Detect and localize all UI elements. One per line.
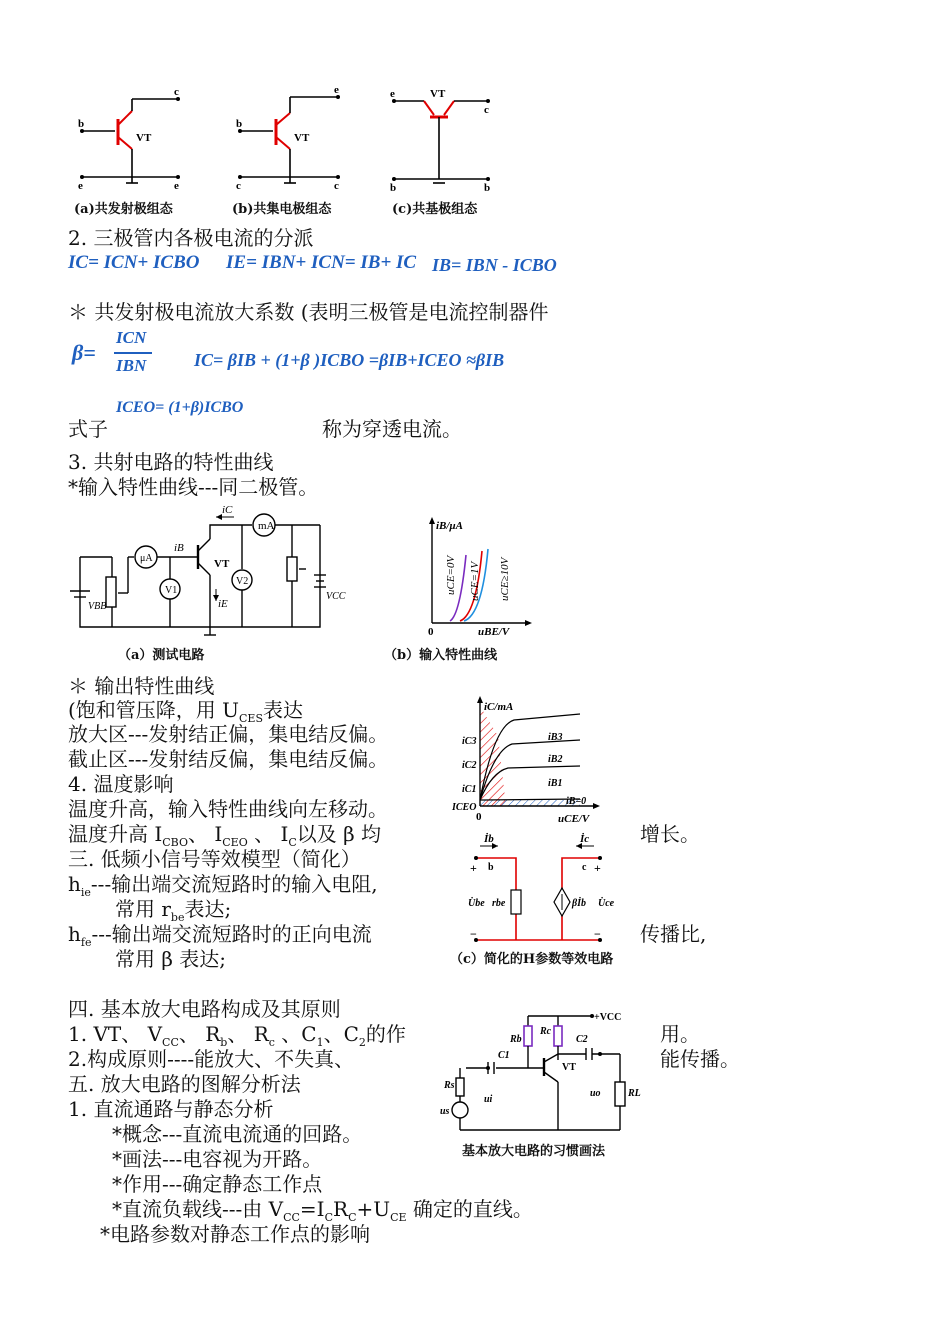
- basic-amplifier-caption: 基本放大电路的习惯画法: [462, 1144, 606, 1159]
- curve-label-0v: uCE=0V: [445, 555, 457, 595]
- section-2-heading: 2. 三极管内各极电流的分派: [68, 226, 314, 250]
- output-minus-sign: −: [594, 927, 601, 941]
- rc-label: Rc: [540, 1026, 552, 1037]
- caption-common-base: (c)共基极组态: [392, 202, 478, 217]
- vcc-terminal-label: +VCC: [594, 1012, 622, 1023]
- section-3-heading: 3. 共射电路的特性曲线: [68, 450, 274, 474]
- vt-label: VT: [294, 132, 310, 144]
- beta-definition-line: ＊ 共发射极电流放大系数 (表明三极管是电流控制器件: [68, 300, 549, 324]
- pin-c-label: c: [236, 180, 241, 192]
- section-4-heading: 4. 温度影响: [68, 772, 174, 796]
- components-line-tail: 用。: [660, 1022, 700, 1046]
- concept-line: *概念---直流电流通的回路。: [112, 1122, 363, 1146]
- hie-line: $h_{ie}---$输出端交流短路时的输入电阻,: [68, 872, 378, 899]
- hfe-line-2: 常用 β 表达;: [115, 947, 227, 971]
- temperature-line-1: 温度升高，输入特性曲线向左移动。: [68, 797, 388, 821]
- ib0-label: iB=0: [566, 796, 587, 807]
- caption-common-emitter: (a)共发射极组态: [74, 202, 173, 217]
- microammeter-label: μA: [140, 553, 153, 564]
- iceo-label: ICEO: [452, 802, 477, 813]
- beta-numerator: ICN: [116, 328, 147, 347]
- model-c-label: c: [582, 862, 587, 873]
- common-emitter-diagram: [82, 99, 178, 183]
- formula-suffix: 称为穿透电流。: [322, 417, 462, 441]
- principle-line: 2.构成原则----能放大、不失真、: [68, 1047, 355, 1071]
- hfe-line: $h_{fe}---$输出端交流短路时的正向电流: [68, 922, 372, 949]
- h-parameter-caption: （c）简化的H参数等效电路: [450, 952, 614, 967]
- milliammeter-label: mA: [258, 520, 275, 532]
- current-equation-ic: IC= ICN+ ICBO: [68, 252, 200, 273]
- basic-amplifier-circuit: [440, 1004, 650, 1142]
- output-characteristic-heading: ＊ 输出特性曲线: [68, 674, 215, 698]
- beta-denominator: IBN: [116, 356, 147, 375]
- test-circuit-caption: （a）测试电路: [118, 648, 205, 663]
- hie-line-2: 常用 $r_{be}$表达;: [115, 897, 232, 924]
- pin-e-label: e: [390, 88, 395, 100]
- cutoff-region-line: 截止区---发射结反偏，集电结反偏。: [68, 747, 389, 771]
- purpose-line: *作用---确定静态工作点: [112, 1172, 323, 1196]
- active-region-line: 放大区---发射结正偏，集电结反偏。: [68, 722, 389, 746]
- temperature-line-tail: 增长。: [640, 822, 700, 846]
- ie-label: iE: [218, 598, 228, 610]
- output-plus-sign: +: [594, 861, 601, 875]
- beta-ib-label: βİb: [572, 898, 587, 909]
- dc-path-line: 1. 直流通路与静态分析: [68, 1097, 274, 1121]
- pin-e-label: e: [334, 85, 339, 96]
- input-curve-caption: （b）输入特性曲线: [384, 648, 498, 663]
- uce-label: U̇ce: [598, 898, 615, 909]
- saturation-line: (饱和管压降，用 $U_{CES}$表达: [68, 698, 303, 725]
- ib1-label: iB1: [548, 778, 563, 789]
- output-chart-origin: 0: [476, 811, 482, 823]
- ube-label: U̇be: [468, 898, 485, 909]
- ib-label: iB: [174, 542, 184, 554]
- us-label: us: [440, 1106, 450, 1117]
- input-minus-sign: −: [470, 927, 477, 941]
- chart-y-label: iB/μA: [436, 520, 463, 532]
- pin-e-label: e: [78, 180, 83, 192]
- voltmeter-1-label: V1: [165, 585, 178, 596]
- common-base-diagram: [394, 101, 488, 183]
- dc-load-line: *直流负载线---由 $V_{CC}=I_CR_C+U_{CE}$ 确定的直线。: [112, 1197, 533, 1224]
- ic3-label: iC3: [462, 736, 477, 747]
- output-chart-x-label: uCE/V: [558, 813, 590, 824]
- vt-label: VT: [214, 558, 230, 570]
- iceo-equation: ICEO= (1+β)ICBO: [116, 399, 244, 416]
- vbb-label: VBB: [88, 601, 107, 612]
- ib2-label: iB2: [548, 754, 563, 765]
- principle-line-tail: 能传播。: [660, 1047, 740, 1071]
- model-b-label: b: [488, 862, 494, 873]
- pin-b-label: b: [390, 182, 397, 194]
- pin-e-label: e: [174, 180, 179, 192]
- pin-c-label: c: [484, 104, 489, 116]
- pin-b-label: b: [484, 182, 491, 194]
- amp-vt-label: VT: [562, 1062, 576, 1073]
- curve-label-1v: uCE=1V: [469, 561, 481, 601]
- chart-origin: 0: [428, 626, 434, 638]
- components-line: 1. VT、 $V_{CC}$、 $R_b$、 $R_c$ 、$C_1$、$C_2$的作: [68, 1022, 406, 1049]
- test-circuit-diagram: [70, 505, 360, 640]
- ic1-label: iC1: [462, 784, 477, 795]
- fraction-bar: [114, 352, 152, 354]
- drawing-method-line: *画法---电容视为开路。: [112, 1147, 323, 1171]
- vt-label: VT: [136, 132, 152, 144]
- rb-label: Rb: [510, 1034, 522, 1045]
- pin-c-label: c: [174, 86, 179, 98]
- input-plus-sign: +: [470, 861, 477, 875]
- c1-label: C1: [498, 1050, 510, 1061]
- uo-label: uo: [590, 1088, 601, 1099]
- model-ic-label: İc: [580, 833, 590, 845]
- pin-b-label: b: [236, 118, 243, 130]
- ic-label: iC: [222, 505, 233, 516]
- model-heading: 三. 低频小信号等效模型（简化）: [68, 847, 361, 871]
- beta-symbol: β=: [72, 340, 96, 365]
- vt-label: VT: [430, 88, 446, 100]
- rl-label: RL: [628, 1088, 641, 1099]
- current-equation-ib: IB= IBN - ICBO: [432, 255, 557, 275]
- hfe-line-tail: 传播比,: [640, 922, 707, 946]
- rbe-label: rbe: [492, 898, 506, 909]
- output-characteristic-chart: [448, 696, 608, 824]
- pin-b-label: b: [78, 118, 85, 130]
- formula-prefix: 式子: [68, 417, 108, 441]
- section-5-heading: 五. 放大电路的图解分析法: [68, 1072, 301, 1096]
- section-four-heading: 四. 基本放大电路构成及其原则: [68, 997, 341, 1021]
- current-equation-ie: IE= IBN+ ICN= IB+ IC: [226, 252, 417, 273]
- pin-c-label: c: [334, 180, 339, 192]
- circuit-parameters-line: *电路参数对静态工作点的影响: [100, 1222, 370, 1246]
- input-characteristic-chart: [420, 515, 540, 640]
- ib3-label: iB3: [548, 732, 563, 743]
- model-ib-label: İb: [484, 833, 494, 845]
- vcc-label: VCC: [326, 591, 346, 602]
- c2-label: C2: [576, 1034, 588, 1045]
- input-characteristic-line: *输入特性曲线---同二极管。: [68, 475, 319, 499]
- common-collector-diagram: [240, 97, 338, 183]
- curve-label-10v: uCE≥10V: [499, 557, 511, 601]
- caption-common-collector: (b)共集电极组态: [232, 202, 332, 217]
- chart-x-label: uBE/V: [478, 626, 510, 638]
- output-chart-y-label: iC/mA: [484, 701, 514, 713]
- ui-label: ui: [484, 1094, 493, 1105]
- rs-label: Rs: [444, 1080, 455, 1091]
- voltmeter-2-label: V2: [236, 576, 249, 587]
- ic2-label: iC2: [462, 760, 477, 771]
- temperature-line-2: 温度升高 $I_{CBO}$、 $I_{CEO}$ 、 $I_C$以及 β 均: [68, 822, 382, 849]
- h-parameter-equivalent-circuit: [458, 832, 618, 944]
- collector-current-equation: IC= βIB + (1+β )ICBO =βIB+ICEO ≈βIB: [194, 350, 505, 370]
